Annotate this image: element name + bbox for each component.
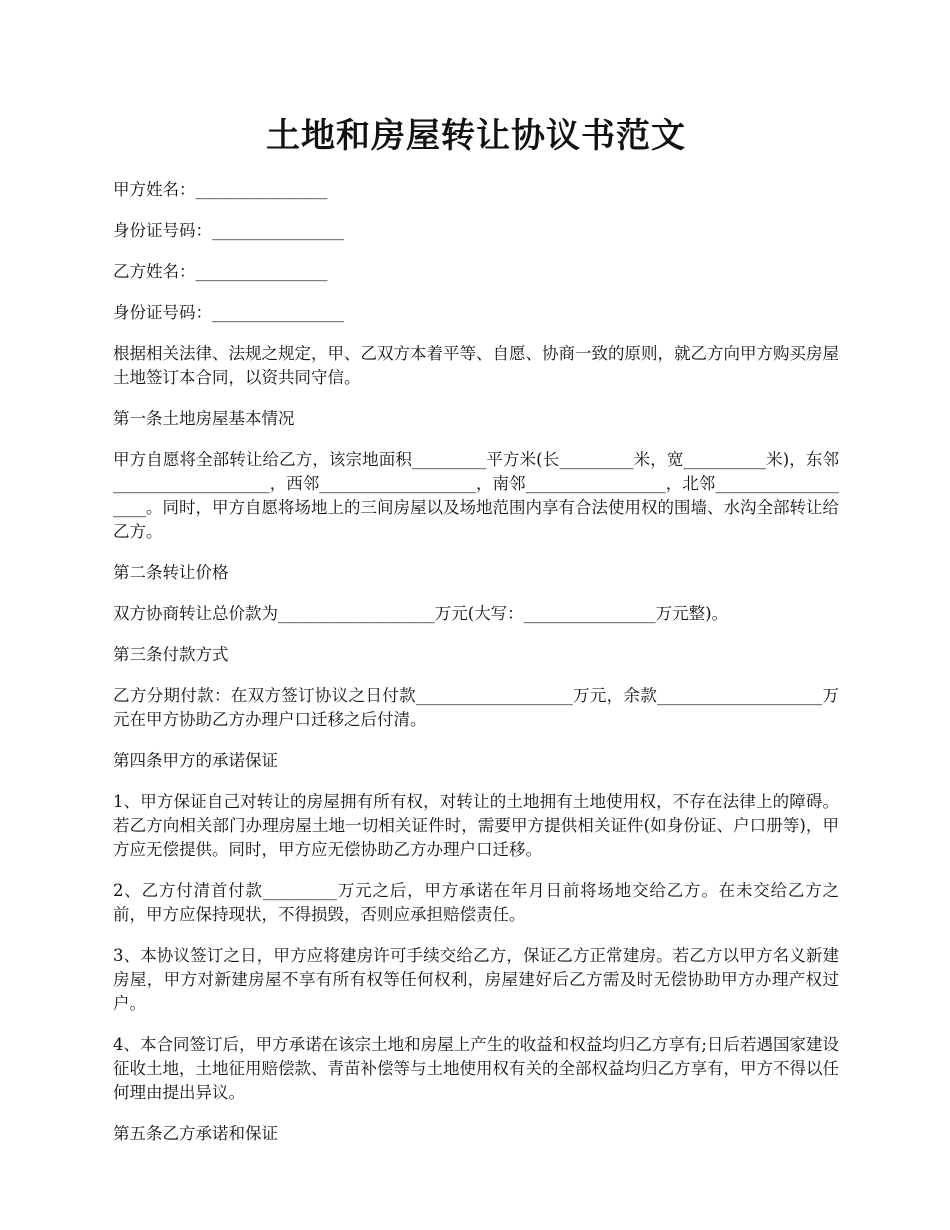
article-2-body: 双方协商转让总价款为___________________万元(大写：________________万元整)。 [113,604,729,623]
party-a-id-line: 身份证号码：________________ [113,221,344,240]
article-3-heading: 第三条付款方式 [113,645,229,664]
document-body [113,178,839,1163]
article-3-body: 乙方分期付款：在双方签订协议之日付款___________________万元，余款____________________万元在甲方协助乙方办理户口迁移之后付清。 [113,686,839,729]
preamble-paragraph: 根据相关法律、法规之规定，甲、乙双方本着平等、自愿、协商一致的原则，就乙方向甲方购买房屋土地签订本合同，以资共同守信。 [113,344,839,387]
party-a-name-line: 甲方姓名：________________ [113,180,328,199]
article-4-clause-3: 3、本协议签订之日，甲方应将建房许可手续交给乙方，保证乙方正常建房。若乙方以甲方名义新建房屋，甲方对新建房屋不享有所有权等任何权利，房屋建好后乙方需及时无偿协助甲方办理产权过户。 [113,946,839,1013]
article-4-clause-4: 4、本合同签订后，甲方承诺在该宗土地和房屋上产生的收益和权益均归乙方享有;日后若遇国家建设征收土地，土地征用赔偿款、青苗补偿等与土地使用权有关的全部权益均归乙方享有，甲方不得以任何理由提出异议。 [113,1035,839,1102]
article-1-body: 甲方自愿将全部转让给乙方，该宗地面积_________平方米(长_________米，宽__________米)，东邻___________________，西邻___________________，南邻_________________，北邻___________________。同时，甲方自愿将场地上的三间房屋以及场地范围内享有合法使用权的围墙、水沟全部转让给乙方。 [113,450,839,541]
party-b-name-line: 乙方姓名：________________ [113,262,328,281]
article-4-heading: 第四条甲方的承诺保证 [113,751,278,770]
article-2-heading: 第二条转让价格 [113,563,229,582]
article-4-clause-1: 1、甲方保证自己对转让的房屋拥有所有权，对转让的土地拥有土地使用权，不存在法律上的障碍。若乙方向相关部门办理房屋土地一切相关证件时，需要甲方提供相关证件(如身份证、户口册等)，甲方应无偿提供。同时，甲方应无偿协助乙方办理户口迁移。 [113,792,839,859]
article-1-heading: 第一条土地房屋基本情况 [113,409,295,428]
article-5-heading: 第五条乙方承诺和保证 [113,1124,278,1143]
party-b-id-line: 身份证号码：________________ [113,303,344,322]
document-title: 土地和房屋转让协议书范文 [266,116,686,156]
article-4-clause-2: 2、乙方付清首付款_________万元之后，甲方承诺在年月日前将场地交给乙方。在未交给乙方之前，甲方应保持现状，不得损毁，否则应承担赔偿责任。 [113,881,839,924]
